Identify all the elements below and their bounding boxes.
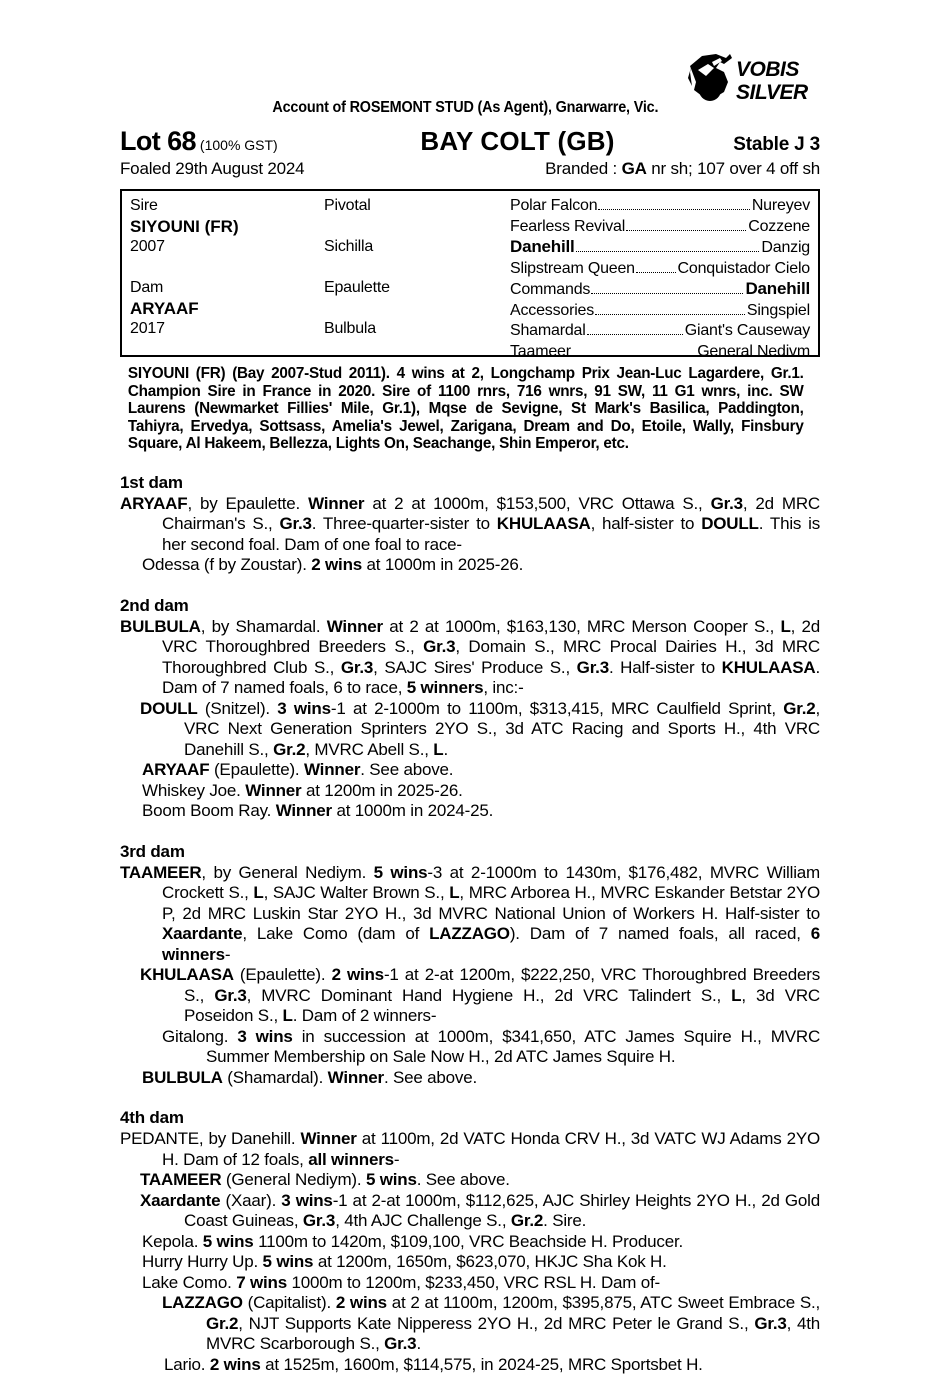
pedigree-table <box>120 189 820 360</box>
pedigree-grandparent: Pivotal <box>324 197 371 214</box>
pedigree-entry: Gitalong. 3 wins in succession at 1000m, $341,650, ATC James Squire H., MVRC Summer Membership on Sale Now H., 2d ATC James Squire H. <box>162 1026 821 1066</box>
ancestor-name: Polar Falcon <box>510 197 598 214</box>
pedigree-ancestor-row <box>510 259 810 280</box>
ancestor-sire: General Nedivm <box>697 342 810 360</box>
ancestor-name: Accessories <box>510 301 595 319</box>
ancestor-sire: Nureyev <box>751 197 810 214</box>
dam-year: 2017 <box>130 320 165 337</box>
dot-leader <box>626 229 746 231</box>
dot-leader <box>591 292 743 294</box>
pedigree-entry: ARYAAF (Epaulette). Winner. See above. <box>142 760 454 779</box>
dot-leader <box>576 250 760 252</box>
ancestor-sire: Singspiel <box>746 301 810 319</box>
dam-heading: 4th dam <box>120 1108 184 1127</box>
dot-leader <box>595 313 745 315</box>
dot-leader <box>572 354 695 356</box>
dam-heading: 3rd dam <box>120 841 185 861</box>
pedigree-entry: BULBULA (Shamardal). Winner. See above. <box>142 1067 477 1087</box>
pedigree-grandparent: Sichilla <box>324 238 374 255</box>
pedigree-grandparent: Epaulette <box>324 279 390 296</box>
brand-mark: GA <box>621 159 647 178</box>
ancestor-sire: Cozzene <box>748 217 810 235</box>
pedigree-entry: Odessa (f by Zoustar). 2 wins at 1000m in 2025-26. <box>142 555 524 574</box>
ancestor-sire: Danehill <box>745 279 810 298</box>
pedigree-parents-column <box>122 191 322 355</box>
pedigree-entry: Lake Como. 7 wins 1000m to 1200m, $233,450, VRC RSL H. Dam of- <box>142 1272 661 1292</box>
pedigree-ancestor-row <box>510 321 810 342</box>
catalogue-page <box>120 0 820 1375</box>
svg-text:SILVER: SILVER <box>736 81 808 104</box>
pedigree-ancestor-row <box>510 217 810 238</box>
pedigree-ancestor-row <box>510 301 810 322</box>
lot-row <box>120 126 820 156</box>
foaled-date: Foaled 29th August 2024 <box>120 159 305 178</box>
svg-text:VOBIS: VOBIS <box>736 58 799 81</box>
branded-rest: nr sh; 107 over 4 off sh <box>646 159 820 178</box>
sire-year: 2007 <box>130 238 165 255</box>
pedigree-entry: Kepola. 5 wins 1100m to 1420m, $109,100, VRC Beachside H. Producer. <box>142 1231 684 1251</box>
ancestor-sire: Conquistador Cielo <box>677 259 810 277</box>
pedigree-spacer <box>130 258 322 279</box>
dot-leader <box>598 208 749 210</box>
pedigree-entry: LAZZAGO (Capitalist). 2 wins at 2 at 1100m, 1200m, $395,875, ATC Sweet Embrace S., Gr.2, NJT Supports Kate Nipperess 2YO H., 2d MRC Peter le Grand S., Gr.3, 4th MVRC Scarborough S., Gr.3. <box>162 1293 821 1353</box>
ancestor-name: Shamardal <box>510 322 586 339</box>
pedigree-entry: Xaardante (Xaar). 3 wins-1 at 2-at 1000m, $112,625, AJC Shirley Heights 2YO H., 2d Gold Coast Guineas, Gr.3, 4th AJC Challenge S., Gr.2. Sire. <box>140 1190 820 1230</box>
pedigree-entry: Hurry Hurry Up. 5 wins at 1200m, 1650m, $623,070, HKJC Sha Kok H. <box>142 1252 667 1271</box>
gst-note: (100% GST) <box>199 137 278 153</box>
pedigree-entry: BULBULA, by Shamardal. Winner at 2 at 1000m, $163,130, MRC Merson Cooper S., L, 2d VRC Thoroughbred Breeders S., Gr.3, Domain S., MRC Procal Dairies H., 3d MRC Thoroughbred Club S., Gr.3, SAJC Sires' Produce S., Gr.3. Half-sister to KHULAASA. Dam of 7 named foals, 6 to race, 5 winners, inc:- <box>120 616 820 697</box>
pedigree-great-grandparents-column <box>504 191 818 360</box>
pedigree-ancestor-row <box>510 196 810 217</box>
pedigree-entry: DOULL (Snitzel). 3 wins-1 at 2-1000m to 1100m, $313,415, MRC Caulfield Sprint, Gr.2, VRC Next Generation Sprinters 2YO S., 3d ATC Racing and Sports H., 4th VRC Danehill S., Gr.2, MVRC Abell S., L. <box>140 698 820 759</box>
dam-sections <box>120 473 820 1376</box>
ancestor-name: Fearless Revival <box>510 217 626 235</box>
sire-label: Sire <box>130 197 158 214</box>
dam-name: ARYAAF <box>130 298 199 318</box>
ancestor-name: Taameer <box>510 342 571 360</box>
lot-left <box>120 126 278 157</box>
dam-label: Dam <box>130 279 164 296</box>
ancestor-name: Slipstream Queen <box>510 259 635 277</box>
sire-summary: SIYOUNI (FR) (Bay 2007-Stud 2011). 4 wins at 2, Longchamp Prix Jean-Luc Lagardere, Gr.1. Champion Sire in France in 2020. Sire of 1100 rnrs, 716 wnrs, 91 SW, 11 G1 wnrs, inc. SW Laurens (Newmarket Fillies' Mile, Gr.1), Mqse de Sevigne, St Mark's Basilica, Paddington, Tahiyra, Ervedya, Sottsass, Amelia's Jewel, Zarigana, Dream and Do, Etoile, Wally, Finsbury Square, Al Hakeem, Bellezza, Lights On, Seachange, Shin Emperor, etc. <box>127 365 804 452</box>
foaled-branded-row <box>120 159 820 179</box>
pedigree-ancestor-row <box>510 237 810 259</box>
pedigree-ancestor-row <box>510 342 810 363</box>
pedigree-entry: Whiskey Joe. Winner at 1200m in 2025-26. <box>142 780 463 800</box>
pedigree-grandparents-column <box>322 191 504 355</box>
branded-info <box>545 159 820 179</box>
dam-heading: 2nd dam <box>120 595 189 615</box>
ancestor-sire: Giant's Causeway <box>684 322 810 339</box>
pedigree-ancestor-row <box>510 279 810 301</box>
stable-label: Stable J 3 <box>733 134 820 155</box>
dot-leader <box>636 271 676 273</box>
dot-leader <box>587 333 683 335</box>
sire-name: SIYOUNI (FR) <box>130 216 239 236</box>
page-title: BAY COLT (GB) <box>420 126 615 156</box>
branded-prefix: Branded : <box>545 159 622 178</box>
ancestor-name: Commands <box>510 281 591 298</box>
pedigree-entry: TAAMEER, by General Nediym. 5 wins-3 at 2-1000m to 1430m, $176,482, MVRC William Crockett S., L, SAJC Walter Brown S., L, MRC Arborea H., MVRC Eskander Betstar 2YO P, 2d MRC Luskin Star 2YO H., 3d MVRC National Union of Workers H. Half-sister to Xaardante, Lake Como (dam of LAZZAGO). Dam of 7 named foals, all raced, 6 winners- <box>120 862 820 964</box>
pedigree-entry: TAAMEER (General Nediym). 5 wins. See above. <box>140 1170 510 1189</box>
pedigree-entry: Boom Boom Ray. Winner at 1000m in 2024-25. <box>142 801 494 820</box>
ancestor-sire: Danzig <box>761 239 810 256</box>
pedigree-entry: Lario. 2 wins at 1525m, 1600m, $114,575, in 2024-25, MRC Sportsbet H. <box>164 1354 703 1374</box>
pedigree-entry: PEDANTE, by Danehill. Winner at 1100m, 2d VATC Honda CRV H., 3d VATC WJ Adams 2YO H. Dam of 12 foals, all winners- <box>120 1129 821 1169</box>
dam-heading: 1st dam <box>120 472 183 492</box>
account-line: Account of ROSEMONT STUD (As Agent), Gnarwarre, Vic. <box>272 99 659 116</box>
lot-number: Lot 68 <box>120 126 196 156</box>
pedigree-grandparent: Bulbula <box>324 320 376 337</box>
pedigree-entry: ARYAAF, by Epaulette. Winner at 2 at 1000m, $153,500, VRC Ottawa S., Gr.3, 2d MRC Chairman's S., Gr.3. Three-quarter-sister to KHULAASA, half-sister to DOULL. This is her second foal. Dam of one foal to race- <box>120 493 821 554</box>
pedigree-entry: KHULAASA (Epaulette). 2 wins-1 at 2-at 1200m, $222,250, VRC Thoroughbred Breeders S., Gr.3, MVRC Dominant Hand Hygiene H., 2d VRC Talindert S., L, 3d VRC Poseidon S., L. Dam of 2 winners- <box>140 965 821 1025</box>
ancestor-name: Danehill <box>510 237 575 256</box>
